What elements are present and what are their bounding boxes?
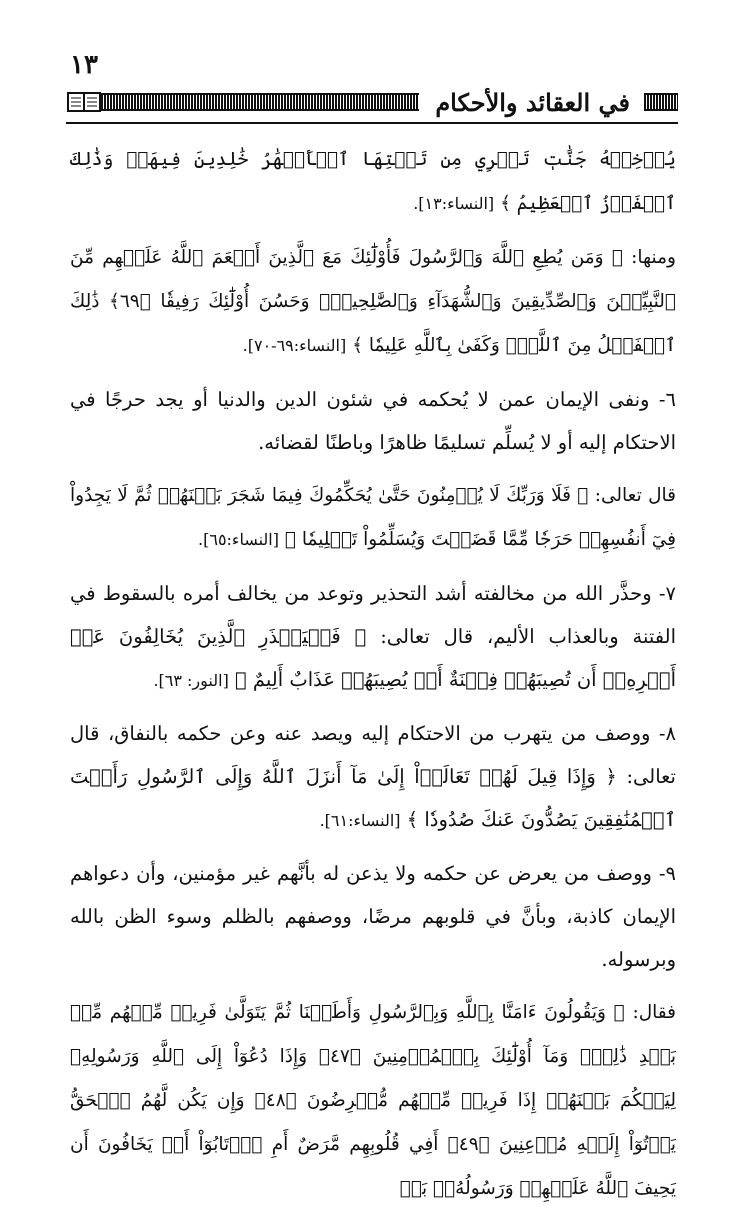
paragraph-point-7 <box>70 572 676 702</box>
paragraph-intro: ومنها: <box>622 247 676 268</box>
paragraph-text: ٧- وحذَّر الله من مخالفته أشد التحذير وتوعد من يخالف أمره بالسقوط في الفتنة وبالعذاب الأليم، قال تعالى: ﴿ فَلۡيَحۡذَرِ ٱلَّذِينَ يُخَالِفُونَ عَنۡ أَمۡرِهِۦٓ أَن تُصِيبَهُمۡ فِتۡنَةٌ أَوۡ يُصِيبَهُمۡ عَذَابٌ أَلِيمٌ ﴾ <box>70 582 676 691</box>
verse-text: ﴿ وَمَن يُطِعِ ٱللَّهَ وَٱلرَّسُولَ فَأُوْلَٰٓئِكَ مَعَ ٱلَّذِينَ أَنۡعَمَ ٱللَّهُ عَلَيۡهِم مِّنَ ٱلنَّبِيِّـۧنَ وَٱلصِّدِّيقِينَ وَٱلشُّهَدَآءِ وَٱلصَّٰلِحِينَۚ وَحَسُنَ أُوْلَٰٓئِكَ رَفِيقٗا ﴿٦٩﴾ ذَٰلِكَ ٱلۡفَضۡلُ مِنَ ٱللَّهِۚ وَكَفَىٰ بِٱللَّهِ عَلِيمٗا ﴾ <box>70 247 676 356</box>
header-title: في العقائد والأحكام <box>435 87 630 117</box>
paragraph-point-6 <box>70 378 676 464</box>
header-divider <box>66 122 678 124</box>
paragraph-intro: فقال: <box>624 1002 676 1023</box>
verse-reference: [النساء:١٣]. <box>413 194 495 213</box>
page-number: ١٣ <box>70 50 98 80</box>
verse-reference: [النساء:٦٩-٧٠]. <box>242 336 347 355</box>
paragraph-text: ٨- ووصف من يتهرب من الاحتكام إليه ويصد عنه وعن حكمه بالنفاق، قال تعالى: ﴿ وَإِذَا قِيلَ لَهُمۡ تَعَالَوۡاْ إِلَىٰ مَآ أَنزَلَ ٱللَّهُ وَإِلَى ٱلرَّسُولِ رَأَيۡتَ ٱلۡمُنَٰفِقِينَ يَصُدُّونَ عَنكَ صُدُودٗا ﴾ <box>70 722 676 831</box>
page-body <box>70 138 676 1217</box>
paragraph-verse-nisa-69 <box>70 236 676 368</box>
paragraph-verse-nur-47 <box>70 991 676 1211</box>
open-book-icon <box>67 91 101 113</box>
paragraph-verse-nisa-13 <box>70 138 676 226</box>
verse-text: ﴿ فَلَا وَرَبِّكَ لَا يُؤۡمِنُونَ حَتَّىٰ يُحَكِّمُوكَ فِيمَا شَجَرَ بَيۡنَهُمۡ ثُمَّ لَا يَجِدُواْ فِيٓ أَنفُسِهِمۡ حَرَجٗا مِّمَّا قَضَيۡتَ وَيُسَلِّمُواْ تَسۡلِيمٗا ﴾ <box>70 485 676 550</box>
verse-text: ﴿ وَيَقُولُونَ ءَامَنَّا بِٱللَّهِ وَبِٱلرَّسُولِ وَأَطَعۡنَا ثُمَّ يَتَوَلَّىٰ فَرِيقٞ مِّنۡهُم مِّنۢ بَعۡدِ ذَٰلِكَۚ وَمَآ أُوْلَٰٓئِكَ بِٱلۡمُؤۡمِنِينَ ﴿٤٧﴾ وَإِذَا دُعُوٓاْ إِلَى ٱللَّهِ وَرَسُولِهِۦ لِيَحۡكُمَ بَيۡنَهُمۡ إِذَا فَرِيقٞ مِّنۡهُم مُّعۡرِضُونَ ﴿٤٨﴾ وَإِن يَكُن لَّهُمُ ٱلۡحَقُّ يَأۡتُوٓاْ إِلَيۡهِ مُذۡعِنِينَ ﴿٤٩﴾ أَفِي قُلُوبِهِم مَّرَضٌ أَمِ ٱرۡتَابُوٓاْ أَمۡ يَخَافُونَ أَن يَحِيفَ ٱللَّهُ عَلَيۡهِمۡ وَرَسُولُهُۥۚ بَلۡ <box>70 1002 676 1199</box>
paragraph-text: ٩- ووصف من يعرض عن حكمه ولا يذعن له بأنَّهم غير مؤمنين، وأن دعواهم الإيمان كاذبة، وبأنَّ في قلوبهم مرضًا، ووصفهم بالظلم وسوء الظن بالله وبرسوله. <box>70 862 676 971</box>
header-ornament-right <box>644 93 678 111</box>
paragraph-text: ٦- ونفى الإيمان عمن لا يُحكمه في شئون الدين والدنيا أو يجد حرجًا في الاحتكام إليه أو لا يُسلِّم تسليمًا ظاهرًا وباطنًا لقضائه. <box>70 388 676 454</box>
verse-text: يُدۡخِلۡهُ جَنَّٰتٖ تَجۡرِي مِن تَحۡتِهَا ٱلۡأَنۡهَٰرُ خَٰلِدِينَ فِيهَاۚ وَذَٰلِكَ ٱلۡفَوۡزُ ٱلۡعَظِيمُ ﴾ <box>70 149 676 214</box>
verse-reference: [النور: ٦٣]. <box>153 671 229 690</box>
paragraph-intro: قال تعالى: <box>588 485 677 506</box>
header-ornament-left <box>101 93 419 111</box>
verse-reference: [النساء:٦٥]. <box>198 530 279 549</box>
paragraph-point-8 <box>70 712 676 842</box>
running-header <box>66 86 678 118</box>
verse-reference: [النساء:٦١]. <box>319 811 401 830</box>
paragraph-verse-nisa-65 <box>70 474 676 562</box>
paragraph-point-9 <box>70 852 676 981</box>
